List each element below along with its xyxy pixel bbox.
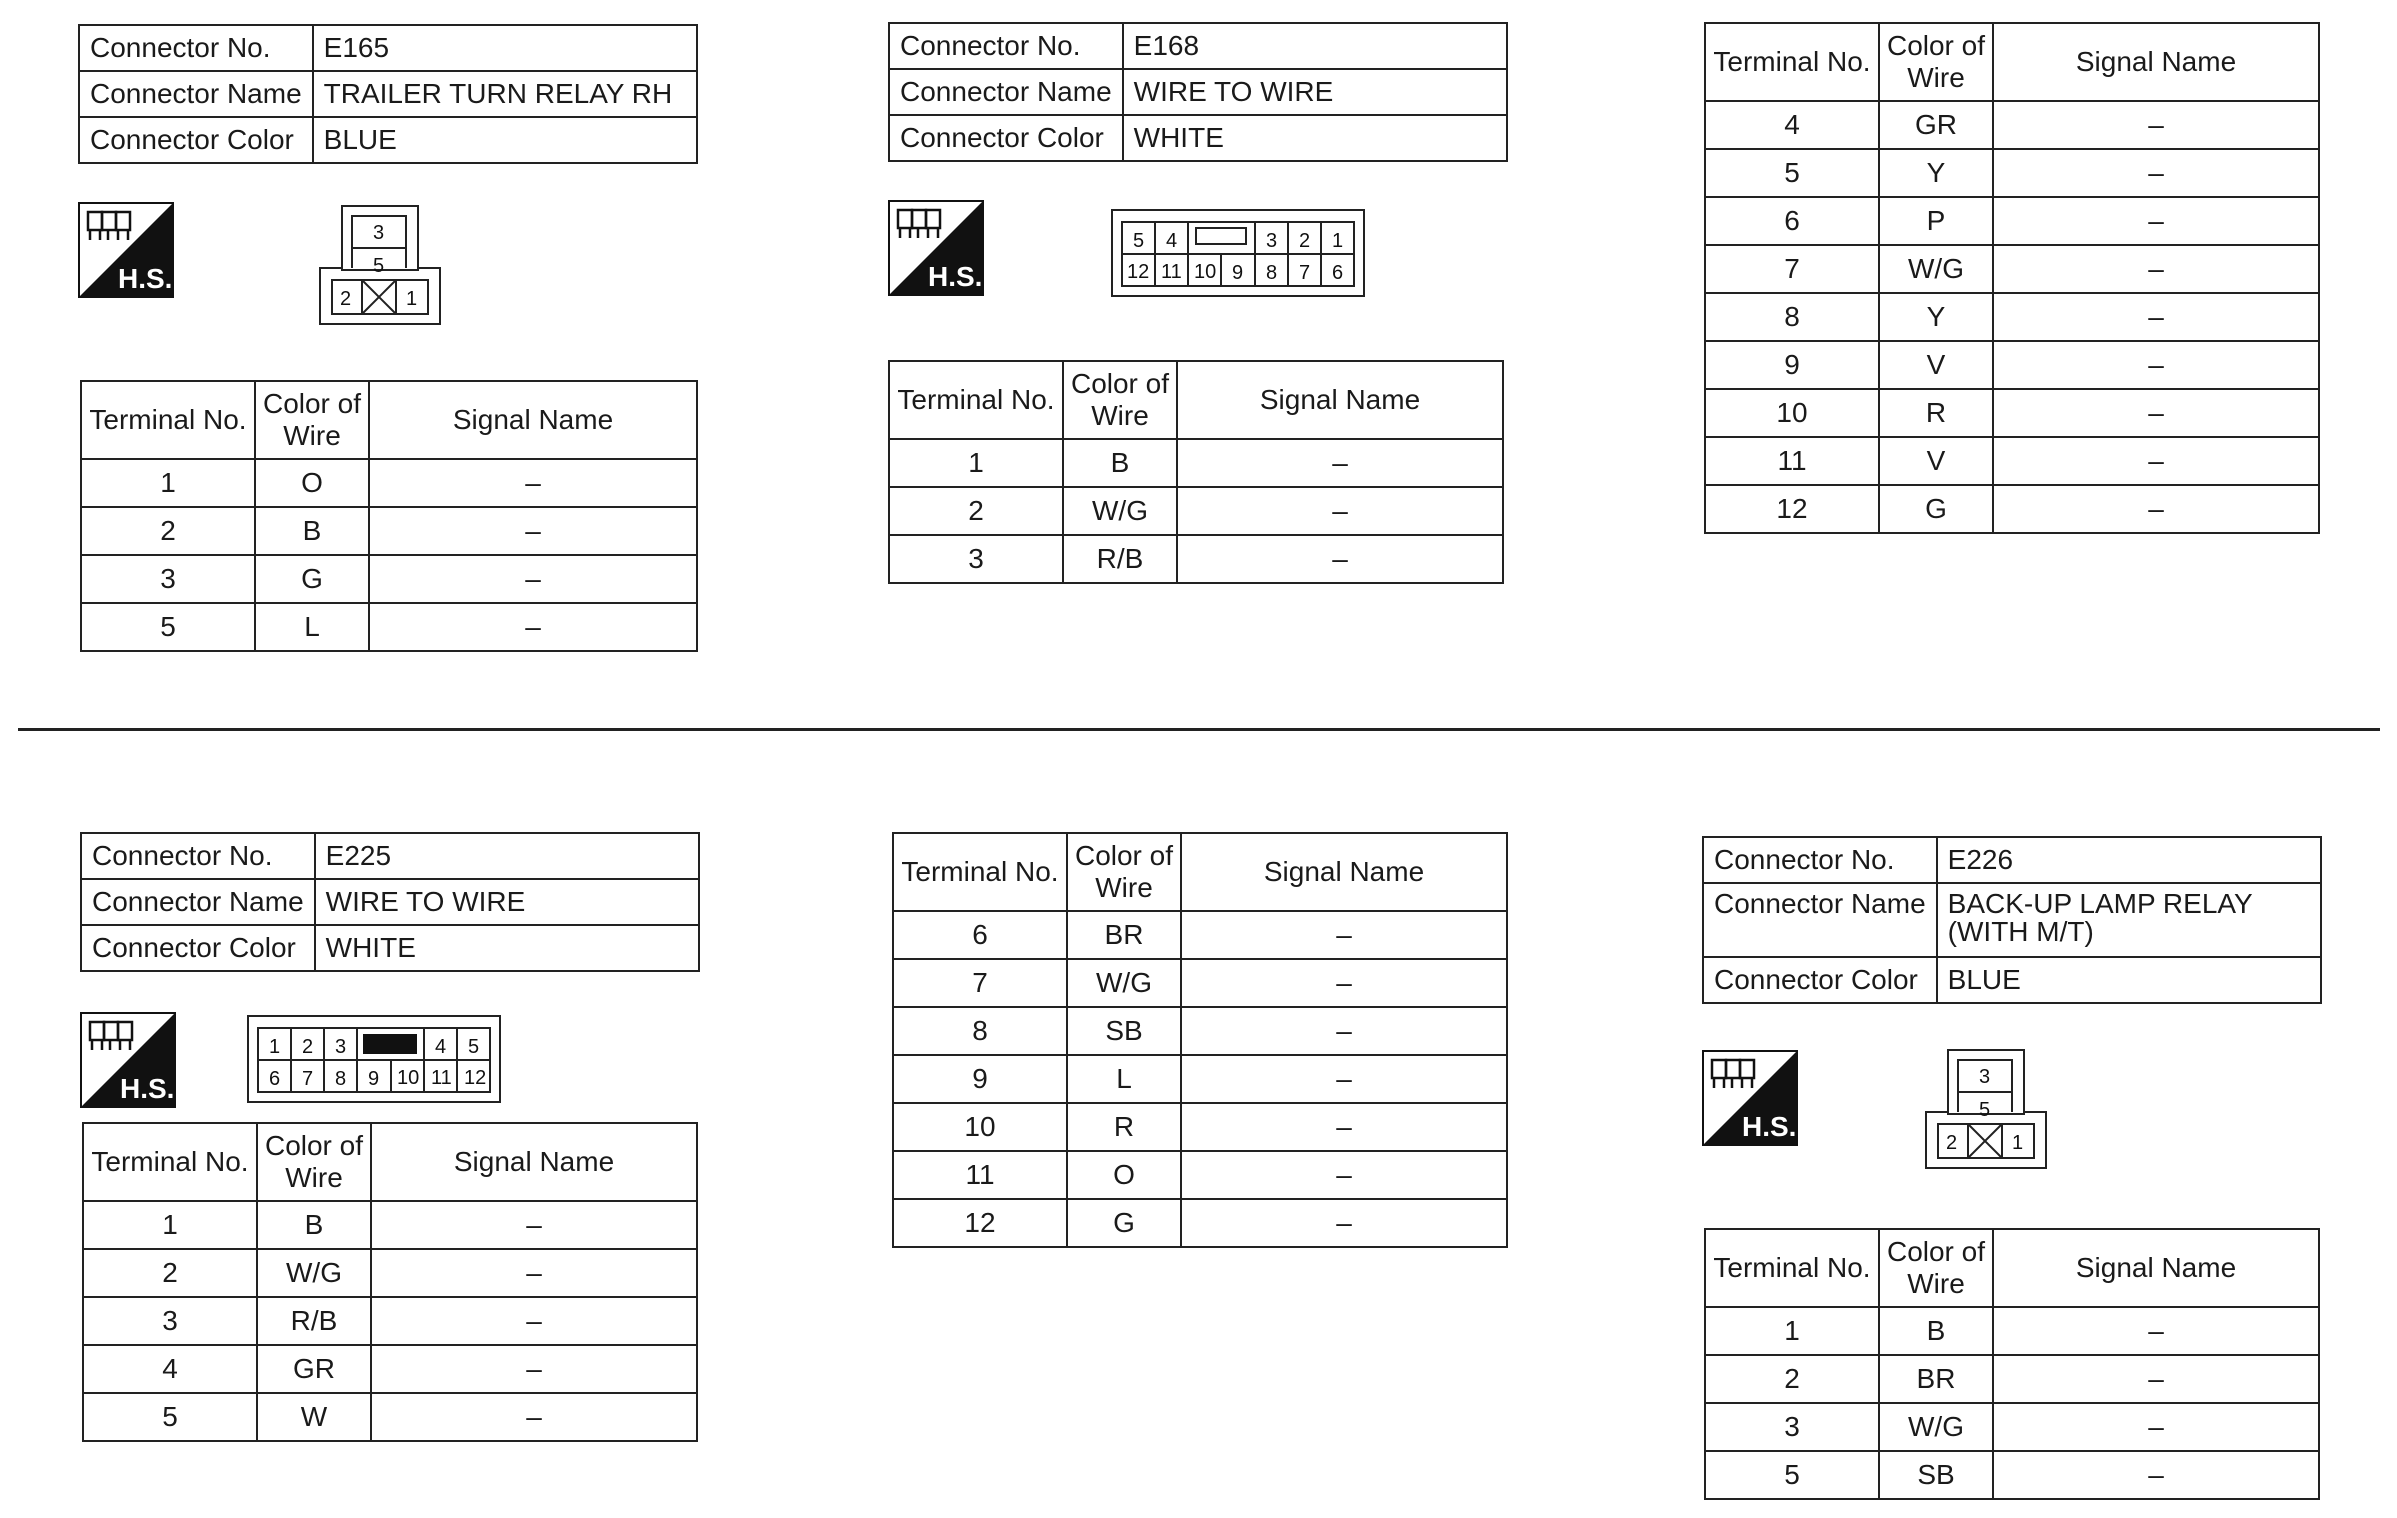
cell-terminal: 5: [1705, 149, 1879, 197]
terminal-table-e226: [1704, 1228, 2320, 1500]
info-row-color: [79, 117, 697, 163]
cell-color: R: [1879, 389, 1993, 437]
cell-terminal: 7: [1705, 245, 1879, 293]
cell-terminal: 11: [893, 1151, 1067, 1199]
table-row: [1705, 197, 2319, 245]
pin-12: 12: [1127, 261, 1150, 283]
cell-signal: –: [1993, 437, 2319, 485]
table-row: [83, 1249, 697, 1297]
info-row-name: [889, 69, 1507, 115]
header-color-of-wire: Color of Wire: [255, 381, 369, 459]
terminal-table: [888, 360, 1504, 584]
table-row: [1705, 1307, 2319, 1355]
terminal-header-row: [1705, 23, 2319, 101]
pin-1: 1: [1332, 230, 1344, 252]
table-row: [889, 535, 1503, 583]
info-label-color: Connector Color: [81, 925, 315, 971]
header-terminal-no: Terminal No.: [1705, 1229, 1879, 1307]
connector-e225-diagram: [246, 1014, 502, 1104]
connector-e225-info: [80, 832, 700, 972]
table-row: [889, 487, 1503, 535]
info-row-name: [1703, 883, 2321, 957]
terminal-header-row: [1705, 1229, 2319, 1307]
cell-terminal: 10: [893, 1103, 1067, 1151]
cell-color: R/B: [1063, 535, 1177, 583]
header-terminal-no: Terminal No.: [81, 381, 255, 459]
cell-signal: –: [1993, 101, 2319, 149]
terminal-header-row: [83, 1123, 697, 1201]
pin-2: 2: [1299, 230, 1311, 252]
info-label-color: Connector Color: [79, 117, 313, 163]
hs-harness-side-icon: [888, 200, 984, 296]
cell-signal: –: [1993, 197, 2319, 245]
connector-e226-diagram: [1924, 1048, 2048, 1170]
cell-signal: –: [1993, 1355, 2319, 1403]
cell-signal: –: [1177, 487, 1503, 535]
table-row: [1705, 245, 2319, 293]
header-color-of-wire: Color of Wire: [257, 1123, 371, 1201]
pin-6: 6: [269, 1068, 281, 1090]
table-row: [83, 1393, 697, 1441]
hs-label: H.S.: [928, 261, 983, 292]
pin-12: 12: [464, 1067, 487, 1089]
table-row: [83, 1297, 697, 1345]
cell-color: BR: [1879, 1355, 1993, 1403]
table-row: [893, 1199, 1507, 1247]
terminal-table: [892, 832, 1508, 1248]
pin-11: 11: [431, 1067, 452, 1089]
table-row: [83, 1345, 697, 1393]
pin-3: 3: [1979, 1066, 1991, 1088]
cell-color: B: [1063, 439, 1177, 487]
terminal-header-row: [81, 381, 697, 459]
hs-harness-side-icon: [78, 202, 174, 298]
pin-1: 1: [406, 288, 418, 310]
pin-5: 5: [1979, 1099, 1991, 1121]
cell-color: L: [1067, 1055, 1181, 1103]
table-row: [893, 1103, 1507, 1151]
table-row: [893, 1007, 1507, 1055]
cell-signal: –: [369, 459, 697, 507]
cell-terminal: 2: [83, 1249, 257, 1297]
table-row: [1705, 1355, 2319, 1403]
cell-color: L: [255, 603, 369, 651]
cell-signal: –: [1181, 911, 1507, 959]
cell-terminal: 6: [1705, 197, 1879, 245]
connector-info-table: [78, 24, 698, 164]
cell-color: P: [1879, 197, 1993, 245]
connector-color: BLUE: [313, 117, 697, 163]
cell-terminal: 12: [1705, 485, 1879, 533]
cell-color: W/G: [1063, 487, 1177, 535]
info-row-color: [81, 925, 699, 971]
info-label-name: Connector Name: [79, 71, 313, 117]
pin-5: 5: [1133, 230, 1145, 252]
pin-11: 11: [1161, 261, 1182, 283]
connector-e165-diagram: [318, 204, 442, 326]
connector-number: E165: [313, 25, 697, 71]
table-row: [1705, 1403, 2319, 1451]
info-label-color: Connector Color: [889, 115, 1123, 161]
cell-terminal: 2: [81, 507, 255, 555]
header-terminal-no: Terminal No.: [893, 833, 1067, 911]
cell-terminal: 7: [893, 959, 1067, 1007]
connector-color: BLUE: [1937, 957, 2321, 1003]
pin-2: 2: [1946, 1132, 1958, 1154]
cell-terminal: 3: [1705, 1403, 1879, 1451]
connector-name: WIRE TO WIRE: [315, 879, 699, 925]
pin-7: 7: [1299, 262, 1311, 284]
info-row-color: [889, 115, 1507, 161]
header-terminal-no: Terminal No.: [889, 361, 1063, 439]
terminal-table: [1704, 22, 2320, 534]
cell-terminal: 2: [889, 487, 1063, 535]
table-row: [1705, 437, 2319, 485]
section-divider: [18, 728, 2380, 731]
cell-color: GR: [257, 1345, 371, 1393]
cell-signal: –: [1993, 1451, 2319, 1499]
cell-terminal: 5: [81, 603, 255, 651]
table-row: [81, 555, 697, 603]
cell-signal: –: [1181, 1103, 1507, 1151]
info-row-name: [81, 879, 699, 925]
terminal-header-row: [893, 833, 1507, 911]
pin-5: 5: [373, 255, 385, 277]
cell-signal: –: [1181, 1151, 1507, 1199]
cell-color: Y: [1879, 149, 1993, 197]
cell-terminal: 1: [83, 1201, 257, 1249]
terminal-header-row: [889, 361, 1503, 439]
cell-color: W/G: [1879, 245, 1993, 293]
header-color-of-wire: Color of Wire: [1879, 1229, 1993, 1307]
cell-color: O: [1067, 1151, 1181, 1199]
cell-signal: –: [1993, 485, 2319, 533]
header-signal-name: Signal Name: [369, 381, 697, 459]
cell-terminal: 12: [893, 1199, 1067, 1247]
pin-7: 7: [302, 1068, 314, 1090]
info-label-no: Connector No.: [889, 23, 1123, 69]
terminal-table-e165: [80, 380, 698, 652]
table-row: [1705, 389, 2319, 437]
terminal-table: [1704, 1228, 2320, 1500]
connector-number: E226: [1937, 837, 2321, 883]
cell-terminal: 8: [1705, 293, 1879, 341]
cell-signal: –: [1993, 341, 2319, 389]
pin-3: 3: [335, 1036, 347, 1058]
header-terminal-no: Terminal No.: [83, 1123, 257, 1201]
info-row-no: [79, 25, 697, 71]
header-signal-name: Signal Name: [371, 1123, 697, 1201]
connector-number: E168: [1123, 23, 1507, 69]
connector-name-line-1: BACK-UP LAMP RELAY: [1947, 888, 2253, 919]
terminal-table-e225-continued: [892, 832, 1508, 1248]
pin-2: 2: [302, 1036, 314, 1058]
pin-1: 1: [2012, 1132, 2024, 1154]
cell-terminal: 11: [1705, 437, 1879, 485]
connector-e168-diagram: [1110, 208, 1366, 298]
connector-name-line-2: (WITH M/T): [1947, 916, 2094, 947]
cell-color: SB: [1879, 1451, 1993, 1499]
terminal-table-e168-continued: [1704, 22, 2320, 534]
cell-signal: –: [1993, 293, 2319, 341]
cell-signal: –: [1181, 1007, 1507, 1055]
connector-color: WHITE: [1123, 115, 1507, 161]
connector-e226-info: [1702, 836, 2322, 1004]
connector-info-table: [888, 22, 1508, 162]
pin-2: 2: [340, 288, 352, 310]
table-row: [1705, 341, 2319, 389]
pin-9: 9: [368, 1068, 380, 1090]
cell-terminal: 1: [81, 459, 255, 507]
cell-signal: –: [369, 507, 697, 555]
header-color-of-wire: Color of Wire: [1879, 23, 1993, 101]
cell-color: BR: [1067, 911, 1181, 959]
pin-4: 4: [1166, 230, 1178, 252]
cell-terminal: 3: [81, 555, 255, 603]
cell-color: G: [1879, 485, 1993, 533]
cell-signal: –: [371, 1297, 697, 1345]
cell-color: V: [1879, 341, 1993, 389]
pin-3: 3: [373, 222, 385, 244]
cell-color: R: [1067, 1103, 1181, 1151]
cell-color: SB: [1067, 1007, 1181, 1055]
cell-terminal: 1: [889, 439, 1063, 487]
info-label-name: Connector Name: [1703, 883, 1937, 957]
cell-terminal: 5: [1705, 1451, 1879, 1499]
cell-signal: –: [371, 1393, 697, 1441]
table-row: [1705, 485, 2319, 533]
info-label-no: Connector No.: [79, 25, 313, 71]
cell-signal: –: [1993, 245, 2319, 293]
connector-e168-info: [888, 22, 1508, 162]
cell-signal: –: [1177, 535, 1503, 583]
header-signal-name: Signal Name: [1181, 833, 1507, 911]
header-terminal-no: Terminal No.: [1705, 23, 1879, 101]
cell-terminal: 10: [1705, 389, 1879, 437]
pin-8: 8: [1266, 262, 1278, 284]
cell-color: B: [257, 1201, 371, 1249]
info-label-name: Connector Name: [81, 879, 315, 925]
cell-signal: –: [1993, 389, 2319, 437]
cell-color: W/G: [1879, 1403, 1993, 1451]
cell-signal: –: [1993, 149, 2319, 197]
connector-e165-info: [78, 24, 698, 164]
terminal-table-e225: [82, 1122, 698, 1442]
cell-signal: –: [1177, 439, 1503, 487]
cell-terminal: 1: [1705, 1307, 1879, 1355]
info-row-no: [889, 23, 1507, 69]
header-signal-name: Signal Name: [1177, 361, 1503, 439]
pin-5: 5: [468, 1036, 480, 1058]
cell-signal: –: [371, 1201, 697, 1249]
cell-color: W/G: [257, 1249, 371, 1297]
cell-terminal: 2: [1705, 1355, 1879, 1403]
pin-1: 1: [269, 1036, 281, 1058]
info-label-name: Connector Name: [889, 69, 1123, 115]
cell-signal: –: [369, 555, 697, 603]
table-row: [893, 911, 1507, 959]
cell-terminal: 6: [893, 911, 1067, 959]
cell-color: O: [255, 459, 369, 507]
terminal-table: [82, 1122, 698, 1442]
cell-color: G: [1067, 1199, 1181, 1247]
cell-color: V: [1879, 437, 1993, 485]
cell-signal: –: [371, 1249, 697, 1297]
connector-number: E225: [315, 833, 699, 879]
header-color-of-wire: Color of Wire: [1067, 833, 1181, 911]
table-row: [1705, 149, 2319, 197]
cell-terminal: 5: [83, 1393, 257, 1441]
pin-8: 8: [335, 1068, 347, 1090]
cell-terminal: 8: [893, 1007, 1067, 1055]
cell-signal: –: [1993, 1403, 2319, 1451]
header-signal-name: Signal Name: [1993, 23, 2319, 101]
connector-name: WIRE TO WIRE: [1123, 69, 1507, 115]
cell-terminal: 9: [893, 1055, 1067, 1103]
pin-3: 3: [1266, 230, 1278, 252]
pin-4: 4: [435, 1036, 447, 1058]
table-row: [1705, 101, 2319, 149]
cell-terminal: 4: [83, 1345, 257, 1393]
terminal-table-e168: [888, 360, 1504, 584]
table-row: [893, 959, 1507, 1007]
table-row: [1705, 1451, 2319, 1499]
hs-harness-side-icon: [1702, 1050, 1798, 1146]
cell-color: Y: [1879, 293, 1993, 341]
info-label-color: Connector Color: [1703, 957, 1937, 1003]
info-label-no: Connector No.: [81, 833, 315, 879]
table-row: [81, 603, 697, 651]
cell-color: B: [255, 507, 369, 555]
table-row: [893, 1055, 1507, 1103]
info-row-no: [1703, 837, 2321, 883]
connector-info-table: [1702, 836, 2322, 1004]
cell-terminal: 9: [1705, 341, 1879, 389]
table-row: [83, 1201, 697, 1249]
cell-color: R/B: [257, 1297, 371, 1345]
table-row: [893, 1151, 1507, 1199]
table-row: [889, 439, 1503, 487]
cell-signal: –: [371, 1345, 697, 1393]
connector-name: TRAILER TURN RELAY RH: [313, 71, 697, 117]
pin-10: 10: [397, 1067, 420, 1089]
header-color-of-wire: Color of Wire: [1063, 361, 1177, 439]
cell-terminal: 3: [889, 535, 1063, 583]
cell-signal: –: [1181, 1055, 1507, 1103]
pin-9: 9: [1232, 262, 1244, 284]
info-label-no: Connector No.: [1703, 837, 1937, 883]
connector-color: WHITE: [315, 925, 699, 971]
cell-signal: –: [1181, 959, 1507, 1007]
cell-terminal: 3: [83, 1297, 257, 1345]
cell-color: GR: [1879, 101, 1993, 149]
header-signal-name: Signal Name: [1993, 1229, 2319, 1307]
cell-color: G: [255, 555, 369, 603]
table-row: [1705, 293, 2319, 341]
table-row: [81, 507, 697, 555]
info-row-color: [1703, 957, 2321, 1003]
cell-terminal: 4: [1705, 101, 1879, 149]
cell-signal: –: [1993, 1307, 2319, 1355]
cell-color: W/G: [1067, 959, 1181, 1007]
cell-signal: –: [369, 603, 697, 651]
hs-label: H.S.: [120, 1073, 175, 1104]
cell-color: B: [1879, 1307, 1993, 1355]
terminal-table: [80, 380, 698, 652]
connector-name: [1937, 883, 2321, 957]
hs-harness-side-icon: [80, 1012, 176, 1108]
table-row: [81, 459, 697, 507]
hs-label: H.S.: [118, 263, 173, 294]
pin-6: 6: [1332, 262, 1344, 284]
cell-signal: –: [1181, 1199, 1507, 1247]
connector-info-table: [80, 832, 700, 972]
cell-color: W: [257, 1393, 371, 1441]
hs-label: H.S.: [1742, 1111, 1797, 1142]
info-row-no: [81, 833, 699, 879]
info-row-name: [79, 71, 697, 117]
pin-10: 10: [1194, 261, 1217, 283]
